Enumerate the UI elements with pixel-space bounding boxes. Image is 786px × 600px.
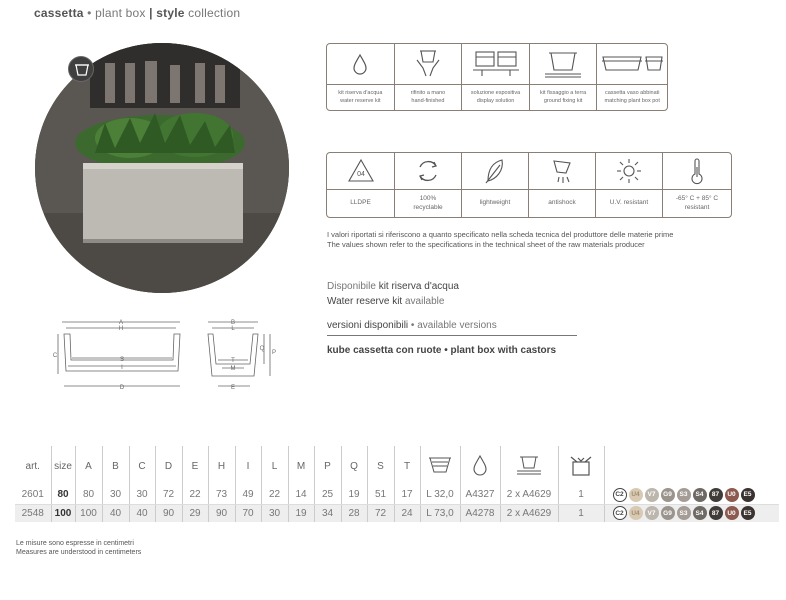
cell-size: 80 <box>51 486 75 504</box>
col-s: S <box>367 446 394 486</box>
footnote-en: Measures are understood in centimeters <box>16 549 142 557</box>
feature-label-en: hand-finished <box>411 97 445 104</box>
title-plant-box: plant box <box>95 6 146 20</box>
cell-kit: A4278 <box>460 504 500 522</box>
color-dot: S4 <box>693 488 707 502</box>
cell-e: 29 <box>182 504 208 522</box>
cell-i: 49 <box>235 486 261 504</box>
cell-t: 17 <box>394 486 420 504</box>
feature-label-it: kit fissaggio a terra <box>540 90 587 97</box>
title-collection: collection <box>184 6 241 20</box>
cell-pack: 1 <box>558 504 604 522</box>
title-cassetta: cassetta <box>34 6 84 20</box>
sun-icon <box>596 153 662 189</box>
cell-c: 30 <box>129 486 155 504</box>
color-dot: 87 <box>709 488 723 502</box>
materials-note <box>327 230 673 250</box>
cell-i: 70 <box>235 504 261 522</box>
pot-volume-icon <box>420 446 460 486</box>
recycle-ldpe-icon <box>327 153 394 189</box>
note-en: The values shown refer to the specifications in the technical sheet of the raw materials producer <box>327 240 645 250</box>
col-d: D <box>155 446 182 486</box>
color-dot: S3 <box>677 488 691 502</box>
col-m: M <box>288 446 314 486</box>
ldpe-code: 04 <box>356 171 365 178</box>
feature-label-en: water reserve kit <box>340 97 381 104</box>
color-dot: E5 <box>741 506 755 520</box>
cell-p: 34 <box>314 504 341 522</box>
color-dot: V7 <box>645 488 659 502</box>
cell-a: 80 <box>75 486 102 504</box>
feature-label-it: kit riserva d'acqua <box>338 90 383 97</box>
avail-en-suffix: available <box>402 295 445 307</box>
col-b: B <box>102 446 129 486</box>
color-dot: S4 <box>693 506 707 520</box>
table-header-row <box>15 446 779 486</box>
col-q: Q <box>341 446 367 486</box>
feature-label-en: ground fixing kit <box>543 97 583 104</box>
cell-pack: 1 <box>558 486 604 504</box>
dim-letter-q: Q <box>259 346 265 352</box>
dim-letter-b: B <box>230 320 236 326</box>
avail-it-prefix: Disponibile <box>327 281 379 292</box>
feature-lldpe <box>327 153 395 217</box>
col-e: E <box>182 446 208 486</box>
feature-label-2: resistant <box>684 203 710 211</box>
color-dot: C2 <box>613 488 627 502</box>
note-it: I valori riportati si riferiscono a quanto specificato nella scheda tecnica del produttore delle materie prime <box>327 230 674 239</box>
kube-text: kube cassetta con ruote • plant box with castors <box>327 345 557 356</box>
cell-art: 2601 <box>15 486 51 504</box>
color-dot: 87 <box>709 506 723 520</box>
cell-b: 30 <box>102 486 129 504</box>
antishock-icon <box>529 153 595 189</box>
cell-l: 30 <box>261 504 288 522</box>
cell-s: 51 <box>367 486 394 504</box>
cell-size: 100 <box>51 504 75 522</box>
col-l: L <box>261 446 288 486</box>
color-dot: U0 <box>725 488 739 502</box>
color-dot: G9 <box>661 506 675 520</box>
feature-label: LLDPE <box>350 199 371 207</box>
cell-q: 28 <box>341 504 367 522</box>
feature-label: 100% <box>419 195 437 203</box>
cell-l: 22 <box>261 486 288 504</box>
feature-matching-pots <box>597 44 667 110</box>
cell-d: 72 <box>155 486 182 504</box>
features-panel-top <box>326 43 668 111</box>
feature-label: -65° C + 85° C <box>675 195 719 203</box>
dim-letter-t: T <box>231 358 235 364</box>
feature-label-en: matching plant box pot <box>604 97 660 104</box>
feature-recyclable <box>395 153 462 217</box>
cell-e: 22 <box>182 486 208 504</box>
cell-s: 72 <box>367 504 394 522</box>
versions-it: versioni disponibili <box>327 320 409 331</box>
dimensions-table <box>15 446 779 522</box>
color-dot: E5 <box>741 488 755 502</box>
dim-letter-h: H <box>118 326 124 332</box>
col-p: P <box>314 446 341 486</box>
title-separator: | <box>145 6 157 20</box>
feature-label-it: cassetta vaso abbinati <box>605 90 660 97</box>
water-drop-icon <box>327 44 394 84</box>
color-swatches <box>604 486 779 504</box>
cell-m: 19 <box>288 504 314 522</box>
feature-label: antishock <box>548 199 576 207</box>
dim-letter-p: P <box>271 350 277 356</box>
cell-kit: A4327 <box>460 486 500 504</box>
dim-letter-i: I <box>121 365 123 371</box>
title-style: style <box>156 6 185 20</box>
water-kit-icon <box>460 446 500 486</box>
colors-header <box>604 446 779 486</box>
feature-lightweight <box>462 153 529 217</box>
dim-letter-m: M <box>230 366 236 372</box>
ground-fixing-icon <box>530 44 597 84</box>
col-t: T <box>394 446 420 486</box>
versions-heading <box>327 320 577 336</box>
box-package-icon <box>558 446 604 486</box>
col-c: C <box>129 446 155 486</box>
fixing-plate-icon <box>500 446 558 486</box>
matching-pots-icon <box>597 44 667 84</box>
color-dot: U0 <box>725 506 739 520</box>
feather-icon <box>462 153 528 189</box>
feature-label: lightweight <box>479 199 511 207</box>
col-art: art. <box>15 446 51 486</box>
cell-h: 73 <box>208 486 235 504</box>
versions-en: available versions <box>417 320 497 331</box>
cell-p: 25 <box>314 486 341 504</box>
color-dot: G9 <box>661 488 675 502</box>
dim-letter-c: C <box>52 353 58 359</box>
feature-antishock <box>529 153 596 217</box>
color-dot: U4 <box>629 506 643 520</box>
measurements-footnote <box>16 539 141 557</box>
feature-water-reserve <box>327 44 395 110</box>
feature-label-2: recyclable <box>413 203 443 211</box>
dimension-drawings <box>50 316 290 396</box>
avail-en-bold: Water reserve kit <box>327 295 403 307</box>
feature-hand-finished <box>395 44 463 110</box>
dim-letter-e: E <box>230 385 236 391</box>
feature-display-solution <box>462 44 530 110</box>
color-dot: V7 <box>645 506 659 520</box>
thermometer-icon <box>663 153 731 189</box>
feature-label-en: display solution <box>476 97 515 104</box>
cell-b: 40 <box>102 504 129 522</box>
hands-icon <box>395 44 462 84</box>
color-swatches <box>604 504 779 522</box>
cell-d: 90 <box>155 504 182 522</box>
feature-ground-fixing <box>530 44 598 110</box>
footnote-it: Le misure sono espresse in centimetri <box>16 540 134 547</box>
color-dot: U4 <box>629 488 643 502</box>
color-dot: C2 <box>613 506 627 520</box>
cell-t: 24 <box>394 504 420 522</box>
recycle-arrows-icon <box>395 153 461 189</box>
col-a: A <box>75 446 102 486</box>
avail-it-bold: kit riserva d'acqua <box>378 281 459 292</box>
cell-art: 2548 <box>15 504 51 522</box>
table-row <box>15 486 779 504</box>
table-row <box>15 504 779 522</box>
cell-vol: L 73,0 <box>420 504 460 522</box>
dim-letter-a: A <box>118 320 124 326</box>
feature-label-it: soluzione espositiva <box>470 90 521 97</box>
dim-letter-l: L <box>231 326 235 332</box>
feature-uv-resistant <box>596 153 663 217</box>
dim-letter-d: D <box>119 385 125 391</box>
cell-c: 40 <box>129 504 155 522</box>
availability-text <box>327 280 459 309</box>
col-h: H <box>208 446 235 486</box>
cell-h: 90 <box>208 504 235 522</box>
cell-a: 100 <box>75 504 102 522</box>
page-title <box>34 6 240 20</box>
col-i: I <box>235 446 261 486</box>
pot-badge-icon <box>68 56 94 82</box>
display-stand-icon <box>462 44 529 84</box>
cell-m: 14 <box>288 486 314 504</box>
col-size: size <box>51 446 75 486</box>
cell-fix: 2 x A4629 <box>500 504 558 522</box>
dim-letter-s: S <box>119 357 125 363</box>
versions-bullet: • <box>408 320 418 331</box>
feature-label: U.V. resistant <box>609 199 649 207</box>
feature-label-it: rifinito a mano <box>410 90 446 97</box>
title-bullet: • <box>83 6 96 20</box>
cell-vol: L 32,0 <box>420 486 460 504</box>
feature-temperature <box>663 153 731 217</box>
features-panel-material <box>326 152 732 218</box>
color-dot: S3 <box>677 506 691 520</box>
cell-q: 19 <box>341 486 367 504</box>
cell-fix: 2 x A4629 <box>500 486 558 504</box>
kube-version <box>327 345 556 356</box>
